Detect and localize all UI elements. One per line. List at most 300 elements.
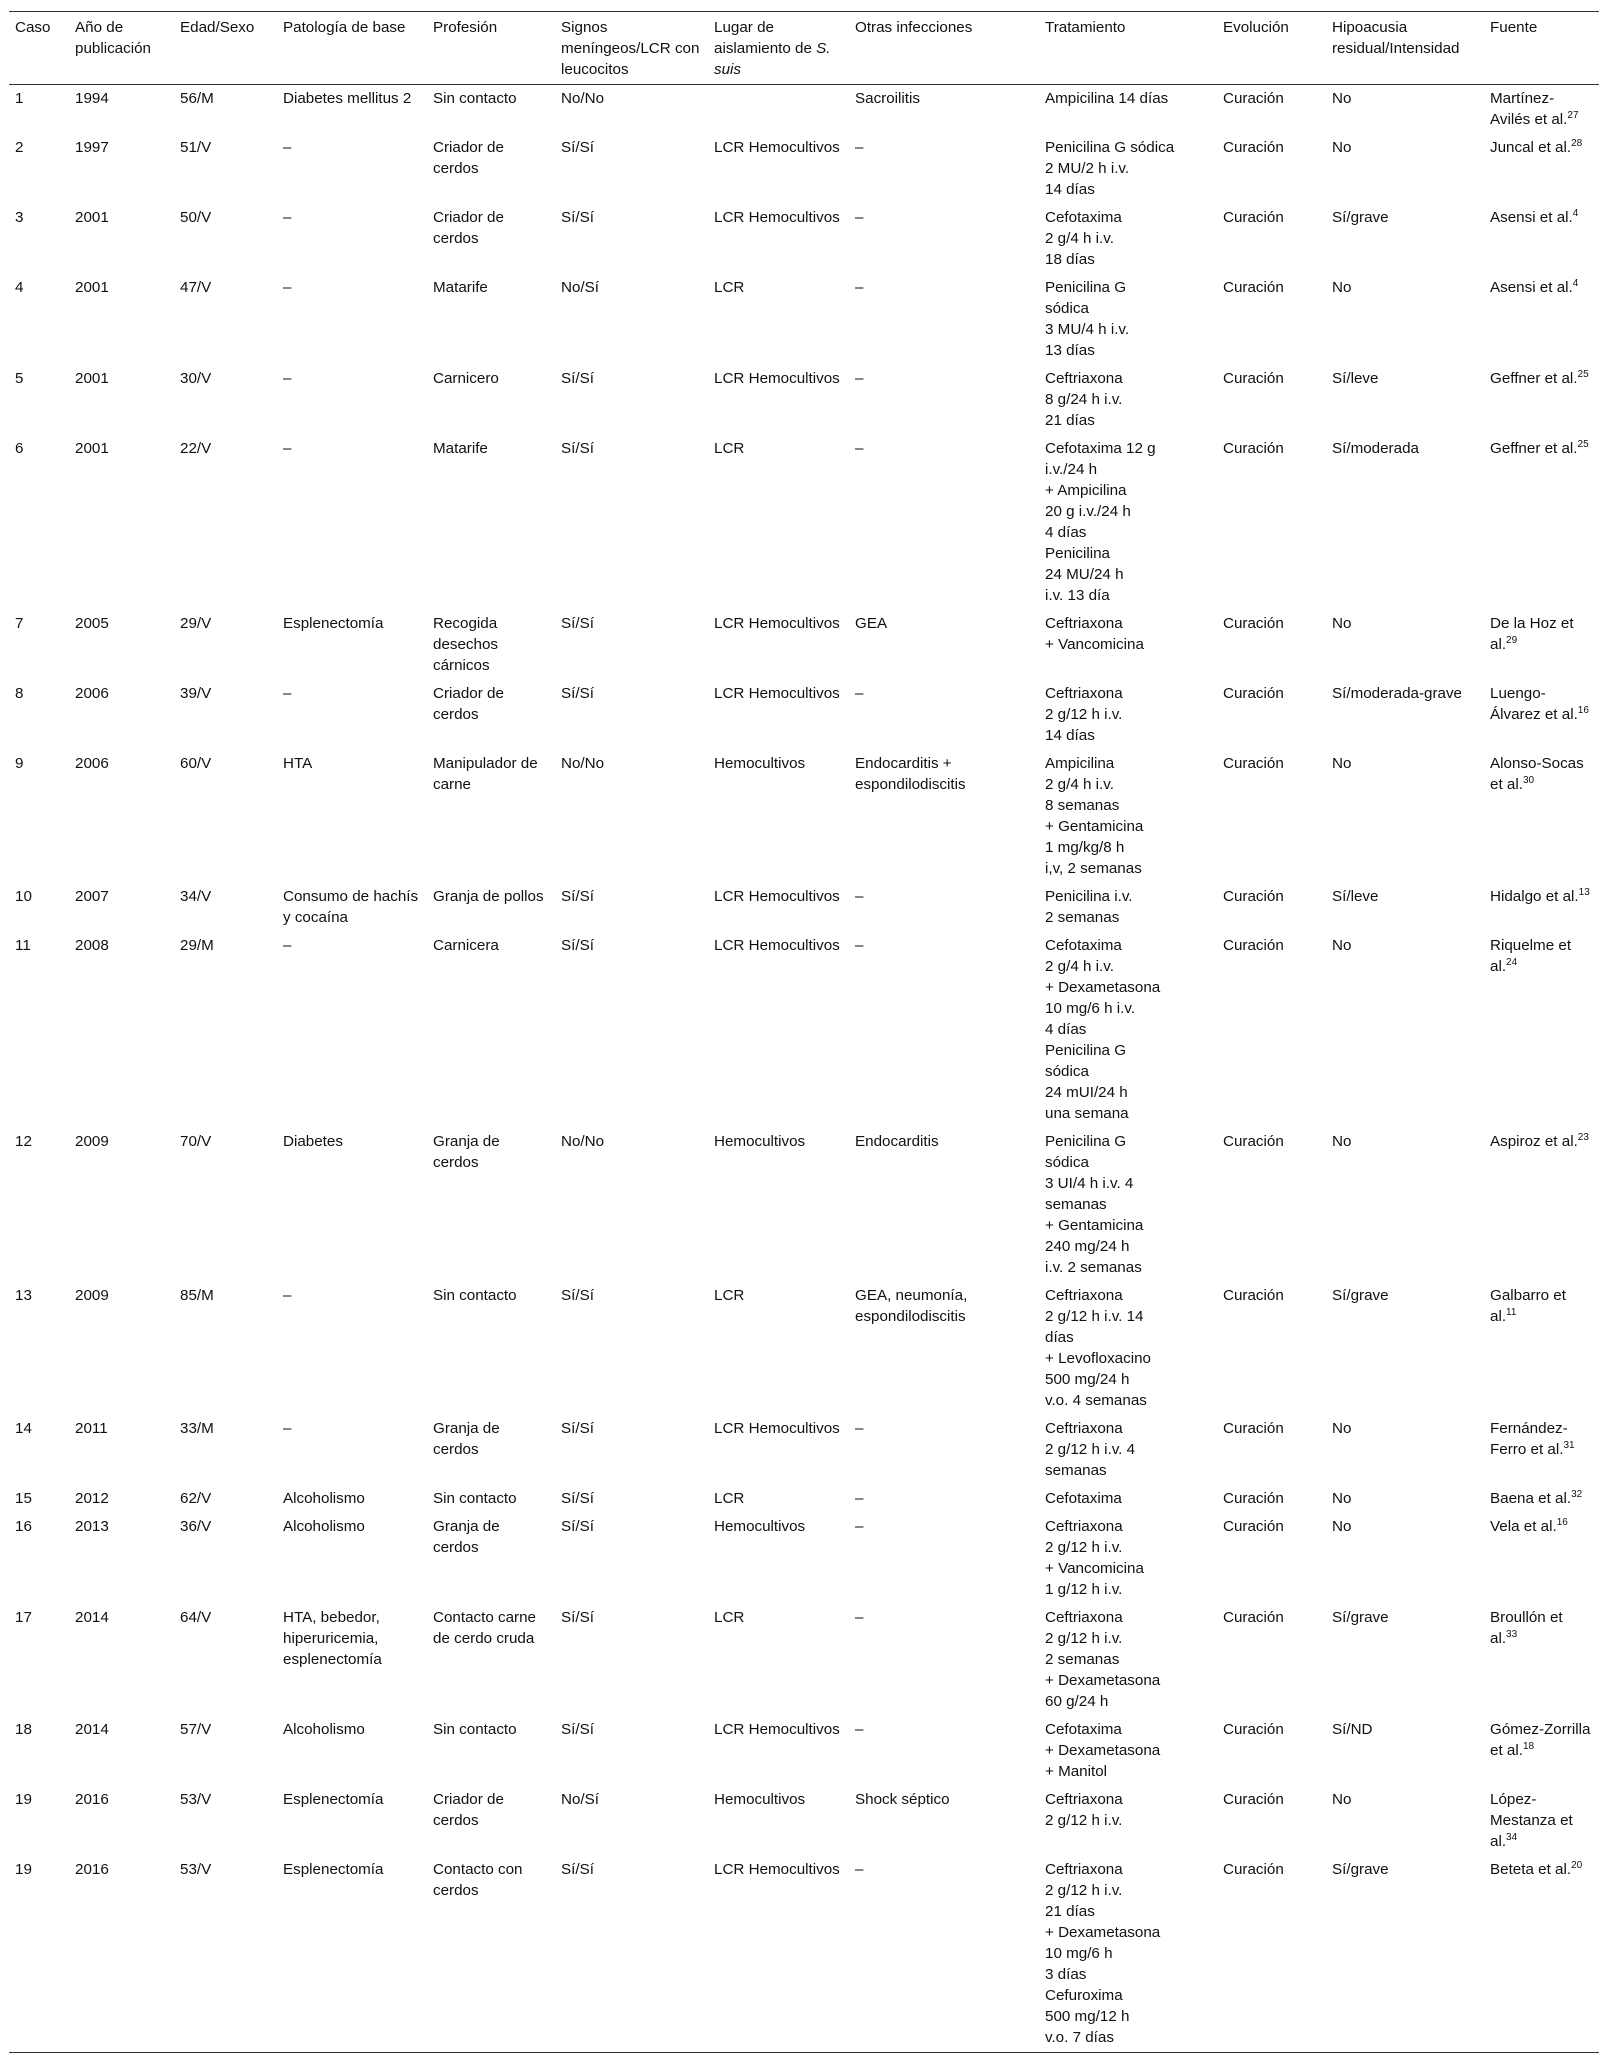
- cell-fuente: [1484, 750, 1599, 883]
- cell-evolucion: Curación: [1223, 1518, 1284, 1535]
- cell-tratamiento: [1039, 1128, 1217, 1282]
- cell-fuente: [1484, 274, 1599, 365]
- cell-hipoacusia: Sí/grave: [1332, 1609, 1389, 1626]
- cell-fuente: [1484, 1415, 1599, 1485]
- cell-hipoacusia: No: [1332, 1518, 1352, 1535]
- cell-edad-sexo: 36/V: [180, 1518, 212, 1535]
- cell-profesion: Carnicera: [433, 937, 499, 954]
- cell-profesion: Sin contacto: [433, 1721, 517, 1738]
- cell-otras: Shock séptico: [855, 1791, 950, 1808]
- tratamiento-line: + Dexametasona: [1045, 1672, 1161, 1689]
- cell-fuente: [1484, 365, 1599, 435]
- cell-fuente: [1484, 1282, 1599, 1415]
- table-row: [9, 883, 1599, 932]
- fuente-text: Baena et al.: [1490, 1490, 1572, 1507]
- fuente-text: Riquelme et al.: [1490, 937, 1572, 975]
- cell-hipoacusia: Sí/moderada: [1332, 440, 1419, 457]
- tratamiento-line: 2 g/12 h i.v.: [1045, 1812, 1123, 1829]
- cell-signos: Sí/Sí: [561, 139, 594, 156]
- cell-anio: 2001: [75, 279, 109, 296]
- cell-edad-sexo: 53/V: [174, 1856, 277, 2053]
- cell-anio: 2001: [75, 440, 109, 457]
- tratamiento-line: + Manitol: [1045, 1763, 1108, 1780]
- tratamiento-line: 24 MU/24 h: [1045, 566, 1124, 583]
- tratamiento-line: 1 g/12 h i.v.: [1045, 1581, 1123, 1598]
- header-edad-sexo: Edad/Sexo: [174, 12, 277, 85]
- cell-signos: No/No: [561, 90, 605, 107]
- tratamiento-line: 500 mg/24 h: [1045, 1371, 1130, 1388]
- table-row: [9, 1415, 1599, 1485]
- cell-edad-sexo: 64/V: [180, 1609, 212, 1626]
- cell-hipoacusia: Sí/grave: [1332, 1287, 1389, 1304]
- tratamiento-line: Cefotaxima: [1045, 1721, 1122, 1738]
- table-row: [9, 274, 1599, 365]
- cell-caso: 7: [15, 615, 24, 632]
- tratamiento-line: 60 g/24 h: [1045, 1693, 1109, 1710]
- cell-lugar: LCR: [714, 279, 745, 296]
- cell-profesion: Recogida desechos cárnicos: [433, 615, 499, 674]
- header-hipoacusia: Hipoacusia residual/Intensidad: [1326, 12, 1484, 85]
- cell-tratamiento: [1039, 610, 1217, 680]
- tratamiento-line: días: [1045, 1329, 1074, 1346]
- cell-lugar: LCR: [714, 1609, 745, 1626]
- cell-patologia: –: [283, 279, 292, 296]
- tratamiento-line: 1 mg/kg/8 h: [1045, 839, 1125, 856]
- cell-otras: –: [855, 440, 864, 457]
- cell-signos: Sí/Sí: [561, 615, 594, 632]
- cell-otras: Endocarditis: [855, 1133, 939, 1150]
- cell-hipoacusia: Sí/leve: [1332, 888, 1379, 905]
- tratamiento-line: 2 MU/2 h i.v.: [1045, 160, 1130, 177]
- cell-lugar: LCR Hemocultivos: [714, 888, 840, 905]
- cell-otras: –: [855, 937, 864, 954]
- cell-caso: 10: [15, 888, 32, 905]
- tratamiento-line: 500 mg/12 h: [1045, 2008, 1130, 2025]
- tratamiento-line: 2 semanas: [1045, 1651, 1120, 1668]
- cell-otras: Endocarditis + espondilodiscitis: [855, 755, 966, 793]
- tratamiento-line: + Dexametasona: [1045, 1924, 1161, 1941]
- cell-profesion: Manipulador de carne: [433, 755, 538, 793]
- table-row: [9, 365, 1599, 435]
- cell-anio: 2005: [75, 615, 109, 632]
- tratamiento-line: i.v. 2 semanas: [1045, 1259, 1142, 1276]
- reference-number: 31: [1563, 1439, 1575, 1451]
- tratamiento-line: i.v./24 h: [1045, 461, 1098, 478]
- cell-patologia: Esplenectomía: [277, 1856, 427, 2053]
- tratamiento-line: 2 g/12 h i.v. 14: [1045, 1308, 1144, 1325]
- reference-number: 4: [1572, 277, 1579, 289]
- header-evolucion: Evolución: [1217, 12, 1326, 85]
- tratamiento-line: Penicilina G: [1045, 1042, 1127, 1059]
- cell-signos: No/Sí: [561, 1791, 599, 1808]
- cell-profesion: Sin contacto: [433, 90, 517, 107]
- tratamiento-line: 3 UI/4 h i.v. 4: [1045, 1175, 1134, 1192]
- cell-fuente: [1484, 85, 1599, 135]
- cell-tratamiento: [1039, 85, 1217, 135]
- cell-otras: –: [855, 279, 864, 296]
- cell-signos: Sí/Sí: [561, 209, 594, 226]
- cell-evolucion: Curación: [1217, 1856, 1326, 2053]
- tratamiento-line: una semana: [1045, 1105, 1129, 1122]
- cell-signos: Sí/Sí: [561, 1287, 594, 1304]
- cell-otras: –: [855, 209, 864, 226]
- cell-signos: Sí/Sí: [561, 937, 594, 954]
- tratamiento-line: Ampicilina 14 días: [1045, 90, 1169, 107]
- tratamiento-line: 2 g/4 h i.v.: [1045, 958, 1114, 975]
- cell-patologia: Diabetes: [283, 1133, 343, 1150]
- cell-profesion: Carnicero: [433, 370, 499, 387]
- reference-number: 4: [1572, 207, 1579, 219]
- cell-tratamiento: [1039, 204, 1217, 274]
- tratamiento-line: 21 días: [1045, 412, 1095, 429]
- cell-evolucion: Curación: [1223, 1490, 1284, 1507]
- cell-caso: 18: [15, 1721, 32, 1738]
- cell-hipoacusia: No: [1332, 279, 1352, 296]
- cell-anio: 2014: [75, 1609, 109, 1626]
- fuente-text: Juncal et al.: [1490, 139, 1572, 156]
- tratamiento-line: Cefotaxima: [1045, 209, 1122, 226]
- header-tratamiento: Tratamiento: [1039, 12, 1217, 85]
- reference-number: 23: [1577, 1131, 1589, 1143]
- cell-evolucion: Curación: [1223, 755, 1284, 772]
- cell-profesion: Sin contacto: [433, 1287, 517, 1304]
- cell-edad-sexo: 34/V: [180, 888, 212, 905]
- cell-patologia: HTA: [283, 755, 313, 772]
- reference-number: 33: [1506, 1628, 1518, 1640]
- tratamiento-line: semanas: [1045, 1462, 1107, 1479]
- cell-lugar: LCR Hemocultivos: [714, 139, 840, 156]
- cell-tratamiento: [1039, 883, 1217, 932]
- cell-patologia: Alcoholismo: [283, 1721, 365, 1738]
- cell-evolucion: Curación: [1223, 440, 1284, 457]
- cell-signos: Sí/Sí: [561, 1609, 594, 1626]
- cell-profesion: Criador de cerdos: [433, 139, 504, 177]
- fuente-text: Asensi et al.: [1490, 209, 1573, 226]
- cell-lugar: LCR: [714, 440, 745, 457]
- reference-number: 24: [1506, 956, 1518, 968]
- cell-edad-sexo: 53/V: [180, 1791, 212, 1808]
- tratamiento-line: Penicilina G: [1045, 279, 1127, 296]
- cell-anio: 2001: [75, 370, 109, 387]
- cell-tratamiento: [1039, 134, 1217, 204]
- cell-profesion: Criador de cerdos: [433, 685, 504, 723]
- fuente-text: Broullón et al.: [1490, 1609, 1563, 1647]
- cell-fuente: [1484, 1604, 1599, 1716]
- cell-evolucion: Curación: [1223, 1721, 1284, 1738]
- cell-lugar: LCR Hemocultivos: [714, 937, 840, 954]
- cell-lugar: LCR Hemocultivos: [714, 1420, 840, 1437]
- cell-anio: 2009: [75, 1287, 109, 1304]
- tratamiento-line: Ceftriaxona: [1045, 1791, 1123, 1808]
- tratamiento-line: 8 g/24 h i.v.: [1045, 391, 1123, 408]
- cell-evolucion: Curación: [1223, 1420, 1284, 1437]
- cases-table: [9, 11, 1599, 2053]
- fuente-text: De la Hoz et al.: [1490, 615, 1574, 653]
- header-row: [9, 12, 1599, 85]
- reference-number: 29: [1506, 634, 1518, 646]
- table-row: [9, 204, 1599, 274]
- cell-tratamiento: [1039, 932, 1217, 1128]
- tratamiento-line: 2 g/12 h i.v.: [1045, 1630, 1123, 1647]
- cell-signos: Sí/Sí: [561, 1490, 594, 1507]
- cell-evolucion: Curación: [1223, 685, 1284, 702]
- cell-tratamiento: [1039, 1513, 1217, 1604]
- fuente-text: Martínez-Avilés et al.: [1490, 90, 1568, 128]
- tratamiento-line: 10 mg/6 h: [1045, 1945, 1113, 1962]
- cell-tratamiento: [1039, 365, 1217, 435]
- cell-patologia: –: [283, 370, 292, 387]
- cell-tratamiento: [1039, 1415, 1217, 1485]
- tratamiento-line: i,v, 2 semanas: [1045, 860, 1142, 877]
- cell-evolucion: Curación: [1223, 937, 1284, 954]
- cell-patologia: –: [283, 209, 292, 226]
- cell-caso: 19: [9, 1856, 69, 2053]
- header-profesion: Profesión: [427, 12, 555, 85]
- cell-otras: –: [855, 139, 864, 156]
- table-row: [9, 1856, 1599, 2053]
- tratamiento-line: i.v. 13 día: [1045, 587, 1110, 604]
- tratamiento-line: Ceftriaxona: [1045, 685, 1123, 702]
- cell-fuente: [1484, 883, 1599, 932]
- cell-patologia: Esplenectomía: [283, 1791, 384, 1808]
- cell-caso: 19: [15, 1791, 32, 1808]
- cell-anio: 2014: [75, 1721, 109, 1738]
- cell-profesion: Criador de cerdos: [433, 1791, 504, 1829]
- reference-number: 20: [1571, 1859, 1583, 1871]
- cell-caso: 13: [15, 1287, 32, 1304]
- cell-caso: 4: [15, 279, 24, 296]
- tratamiento-line: Penicilina i.v.: [1045, 888, 1133, 905]
- reference-number: 28: [1571, 137, 1583, 149]
- table-row: [9, 435, 1599, 610]
- cell-otras: –: [855, 370, 864, 387]
- cell-signos: No/No: [561, 1133, 605, 1150]
- reference-number: 11: [1506, 1306, 1517, 1318]
- cell-anio: 2011: [75, 1420, 108, 1437]
- reference-number: 30: [1522, 774, 1535, 786]
- cell-patologia: –: [283, 685, 292, 702]
- cell-anio: 2006: [75, 685, 109, 702]
- cell-lugar: Hemocultivos: [714, 1791, 806, 1808]
- tratamiento-line: + Gentamicina: [1045, 818, 1144, 835]
- cell-signos: No/Sí: [561, 279, 599, 296]
- cell-fuente: [1484, 1485, 1599, 1513]
- table-header: [9, 12, 1599, 85]
- fuente-text: Alonso-Socas et al.: [1490, 755, 1584, 793]
- cell-hipoacusia: No: [1332, 1133, 1352, 1150]
- cell-signos: Sí/Sí: [561, 440, 594, 457]
- cell-fuente: [1484, 1856, 1599, 2053]
- tratamiento-line: v.o. 7 días: [1045, 2029, 1114, 2046]
- table-body: [9, 85, 1599, 2053]
- tratamiento-line: 14 días: [1045, 181, 1095, 198]
- cell-tratamiento: [1039, 1604, 1217, 1716]
- table-row: [9, 85, 1599, 135]
- header-otras: Otras infecciones: [849, 12, 1039, 85]
- table-row: [9, 1282, 1599, 1415]
- cell-hipoacusia: No: [1332, 1420, 1352, 1437]
- cell-fuente: [1484, 680, 1599, 750]
- cell-caso: 14: [15, 1420, 32, 1437]
- cell-anio: 2013: [75, 1518, 109, 1535]
- tratamiento-line: 2 g/4 h i.v.: [1045, 776, 1114, 793]
- tratamiento-line: 2 g/12 h i.v.: [1045, 706, 1123, 723]
- cell-signos: Sí/Sí: [561, 1518, 594, 1535]
- reference-number: 16: [1556, 1516, 1568, 1528]
- cell-anio: 1994: [75, 90, 109, 107]
- cell-caso: 6: [15, 440, 24, 457]
- cell-otras: –: [855, 1518, 864, 1535]
- cell-otras: –: [855, 685, 864, 702]
- cell-tratamiento: [1039, 1786, 1217, 1856]
- cell-tratamiento: [1039, 1282, 1217, 1415]
- tratamiento-line: v.o. 4 semanas: [1045, 1392, 1147, 1409]
- cell-signos: Sí/Sí: [561, 1420, 594, 1437]
- fuente-text: Hidalgo et al.: [1490, 888, 1579, 905]
- fuente-text: Galbarro et al.: [1490, 1287, 1566, 1325]
- cell-fuente: [1484, 1716, 1599, 1786]
- cell-evolucion: Curación: [1223, 888, 1284, 905]
- tratamiento-line: Ceftriaxona: [1045, 1420, 1123, 1437]
- cell-edad-sexo: 70/V: [180, 1133, 212, 1150]
- cell-otras: GEA: [855, 615, 888, 632]
- cell-caso: 15: [15, 1490, 32, 1507]
- tratamiento-line: 3 MU/4 h i.v.: [1045, 321, 1130, 338]
- cell-profesion: Granja de cerdos: [433, 1518, 500, 1556]
- tratamiento-line: Ceftriaxona: [1045, 615, 1123, 632]
- cell-fuente: [1484, 610, 1599, 680]
- cell-patologia: –: [283, 1420, 292, 1437]
- cell-hipoacusia: No: [1332, 755, 1352, 772]
- cell-profesion: Contacto carne de cerdo cruda: [433, 1609, 536, 1647]
- tratamiento-line: 2 g/12 h i.v. 4: [1045, 1441, 1136, 1458]
- tratamiento-line: sódica: [1045, 300, 1089, 317]
- cell-hipoacusia: Sí/grave: [1326, 1856, 1484, 2053]
- cell-evolucion: Curación: [1223, 139, 1284, 156]
- reference-number: 25: [1577, 368, 1589, 380]
- cell-anio: 2016: [75, 1791, 109, 1808]
- cell-profesion: Granja de cerdos: [433, 1133, 500, 1171]
- cell-fuente: [1484, 1128, 1599, 1282]
- cell-tratamiento: [1039, 750, 1217, 883]
- cell-signos: Sí/Sí: [561, 1721, 594, 1738]
- cell-lugar: LCR Hemocultivos: [714, 615, 840, 632]
- cell-evolucion: Curación: [1223, 209, 1284, 226]
- cell-hipoacusia: Sí/moderada-grave: [1332, 685, 1463, 702]
- cell-edad-sexo: 85/M: [180, 1287, 214, 1304]
- cell-caso: 16: [15, 1518, 32, 1535]
- cell-edad-sexo: 33/M: [180, 1420, 214, 1437]
- tratamiento-line: Ceftriaxona: [1045, 1287, 1123, 1304]
- tratamiento-line: + Dexametasona: [1045, 979, 1161, 996]
- cell-edad-sexo: 51/V: [180, 139, 212, 156]
- table-row: [9, 1604, 1599, 1716]
- cell-fuente: [1484, 134, 1599, 204]
- tratamiento-line: + Vancomicina: [1045, 1560, 1144, 1577]
- fuente-text: Geffner et al.: [1490, 370, 1578, 387]
- cell-patologia: Alcoholismo: [283, 1518, 365, 1535]
- tratamiento-line: 4 días: [1045, 1021, 1087, 1038]
- cell-otras: –: [855, 1721, 864, 1738]
- cell-evolucion: Curación: [1223, 90, 1284, 107]
- header-lugar-text: Lugar de aislamiento de: [714, 19, 812, 57]
- fuente-text: Luengo-Álvarez et al.: [1490, 685, 1578, 723]
- header-signos: Signos meníngeos/LCR con leucocitos: [555, 12, 708, 85]
- table-row: [9, 1128, 1599, 1282]
- cell-anio: 2016: [69, 1856, 174, 2053]
- tratamiento-line: 8 semanas: [1045, 797, 1120, 814]
- cell-caso: 17: [15, 1609, 32, 1626]
- cell-fuente: [1484, 204, 1599, 274]
- cell-edad-sexo: 22/V: [180, 440, 212, 457]
- cell-otras: GEA, neumonía, espondilodiscitis: [855, 1287, 968, 1325]
- tratamiento-line: Cefuroxima: [1045, 1987, 1123, 2004]
- reference-number: 16: [1577, 704, 1589, 716]
- fuente-text: Fernández-Ferro et al.: [1490, 1420, 1568, 1458]
- fuente-text: Vela et al.: [1490, 1518, 1557, 1535]
- reference-number: 32: [1571, 1488, 1583, 1500]
- tratamiento-line: 21 días: [1045, 1903, 1095, 1920]
- cell-signos: Sí/Sí: [561, 685, 594, 702]
- cell-signos: No/No: [561, 755, 605, 772]
- cell-evolucion: Curación: [1223, 615, 1284, 632]
- cell-evolucion: Curación: [1223, 1133, 1284, 1150]
- cell-profesion: Sin contacto: [433, 1490, 517, 1507]
- cell-edad-sexo: 60/V: [180, 755, 212, 772]
- cell-lugar: LCR Hemocultivos: [714, 685, 840, 702]
- cell-patologia: –: [283, 1287, 292, 1304]
- cell-patologia: –: [283, 440, 292, 457]
- cell-hipoacusia: No: [1332, 139, 1352, 156]
- table-row: [9, 1513, 1599, 1604]
- fuente-text: Aspiroz et al.: [1490, 1133, 1578, 1150]
- cell-fuente: [1484, 1513, 1599, 1604]
- cell-evolucion: Curación: [1223, 1791, 1284, 1808]
- cell-caso: 2: [15, 139, 24, 156]
- tratamiento-line: Ceftriaxona: [1045, 1518, 1123, 1535]
- tratamiento-line: + Levofloxacino: [1045, 1350, 1151, 1367]
- cell-patologia: Esplenectomía: [283, 615, 384, 632]
- cell-signos: Sí/Sí: [555, 1856, 708, 2053]
- tratamiento-line: sódica: [1045, 1063, 1089, 1080]
- cell-tratamiento: [1039, 1485, 1217, 1513]
- tratamiento-line: 14 días: [1045, 727, 1095, 744]
- tratamiento-line: 24 mUI/24 h: [1045, 1084, 1128, 1101]
- cell-profesion: Matarife: [433, 440, 488, 457]
- cell-lugar: LCR: [714, 1490, 745, 1507]
- table-row: [9, 1786, 1599, 1856]
- header-anio: Año de publicación: [69, 12, 174, 85]
- cell-fuente: [1484, 435, 1599, 610]
- cell-patologia: –: [283, 139, 292, 156]
- reference-number: 27: [1567, 109, 1579, 121]
- table-row: [9, 680, 1599, 750]
- cell-anio: 2001: [75, 209, 109, 226]
- tratamiento-line: 18 días: [1045, 251, 1095, 268]
- table-row: [9, 932, 1599, 1128]
- cell-caso: 3: [15, 209, 24, 226]
- cell-profesion: Matarife: [433, 279, 488, 296]
- cell-signos: Sí/Sí: [561, 370, 594, 387]
- cell-evolucion: Curación: [1223, 279, 1284, 296]
- tratamiento-line: 13 días: [1045, 342, 1095, 359]
- cell-hipoacusia: No: [1332, 90, 1352, 107]
- cell-fuente: [1484, 932, 1599, 1128]
- table-row: [9, 750, 1599, 883]
- cell-lugar: LCR Hemocultivos: [714, 370, 840, 387]
- fuente-text: Gómez-Zorrilla et al.: [1490, 1721, 1591, 1759]
- cell-anio: 2007: [75, 888, 109, 905]
